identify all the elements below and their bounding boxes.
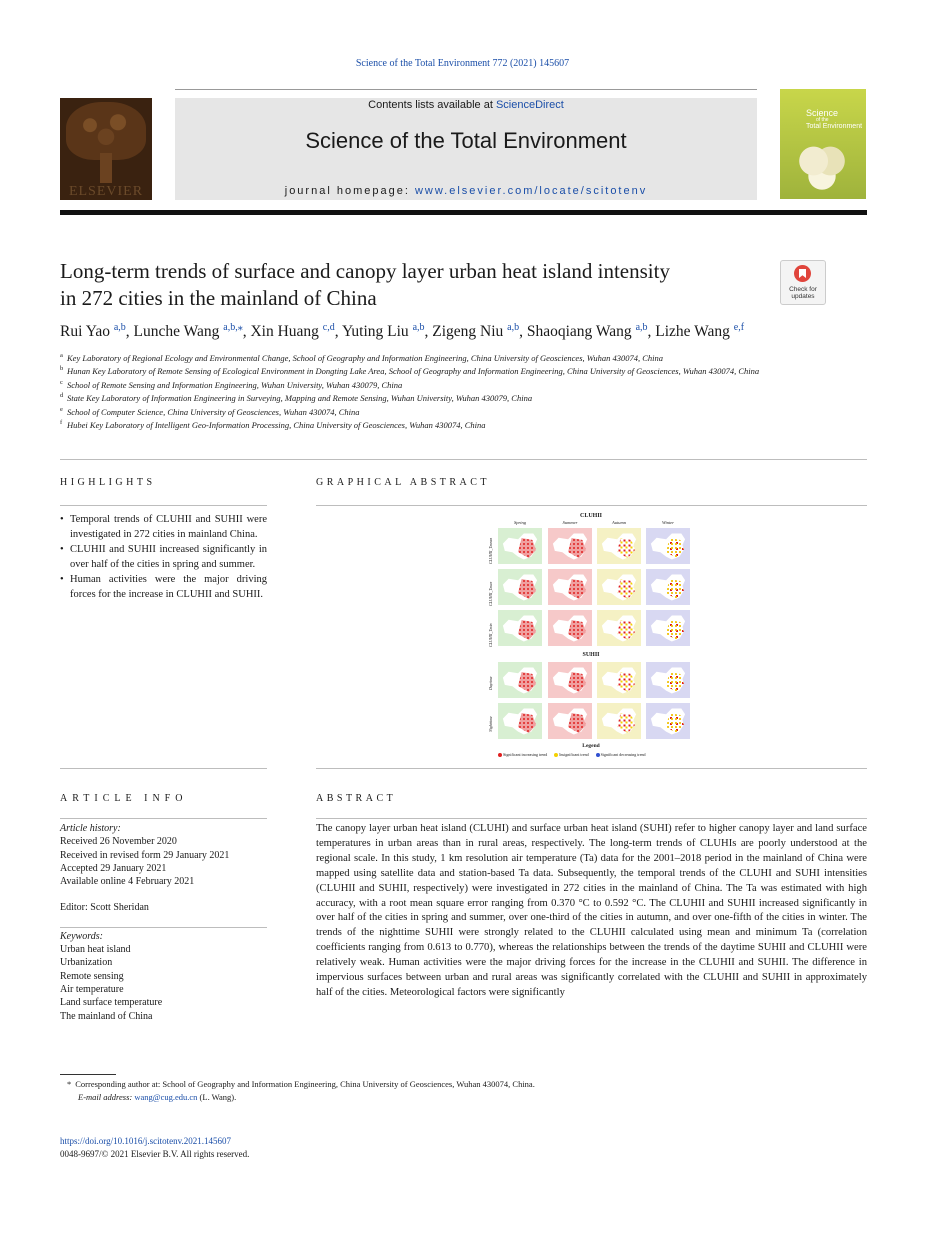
sciencedirect-link[interactable]: ScienceDirect xyxy=(495,99,564,111)
highlight-item: • Human activities were the major driving forces for the increase in CLUHII and SUHII. xyxy=(60,572,267,602)
cover-title-line: of the xyxy=(816,117,829,123)
section-divider xyxy=(60,459,867,460)
keyword-item[interactable]: Remote sensing xyxy=(60,970,124,982)
affiliation-text: Key Laboratory of Regional Ecology and Environmental Change, School of Geography and Information Engineering, China University of Geosciences, Wuhan 430074, China xyxy=(67,353,664,363)
history-item: Accepted 29 January 2021 xyxy=(60,862,167,874)
journal-name: Science of the Total Environment xyxy=(305,128,627,153)
history-item: Available online 4 February 2021 xyxy=(60,876,195,888)
doi-link[interactable]: https://doi.org/10.1016/j.scitotenv.2021.145607 xyxy=(60,1136,231,1146)
publisher-wordmark: ELSEVIER xyxy=(68,184,144,199)
cover-title-line: Total Environment xyxy=(806,123,863,130)
homepage-link[interactable]: www.elsevier.com/locate/scitotenv xyxy=(414,185,648,197)
author-affil-sup[interactable]: e,f xyxy=(733,322,745,333)
author-name[interactable]: Xin Huang xyxy=(250,323,319,341)
legend-title: Legend xyxy=(582,743,600,749)
affiliation-key: b xyxy=(60,365,64,373)
trend-map xyxy=(498,569,542,605)
trend-map xyxy=(548,703,592,739)
decrease-swatch-icon xyxy=(596,753,600,757)
author-affil-sup[interactable]: c,d xyxy=(322,322,335,333)
email-label: E-mail address: xyxy=(78,1092,133,1102)
article-info-panel xyxy=(60,822,267,1023)
abstract-heading: ABSTRACT xyxy=(316,793,397,804)
author-list: Rui Yao $^{a,b}$, Lunche Wang $^{a,b,⁎}$, Xin Huang $^{c,d}$, Yuting Liu $^{a,b}$, Zigeng Niu $^{a,b}$, Shaoqiang Wang $^{a,b}$, Lizhe Wang $^{e,f}$ xyxy=(60,322,745,341)
keyword-item[interactable]: Air temperature xyxy=(60,983,124,995)
check-for-updates-button[interactable] xyxy=(780,260,826,305)
trend-map xyxy=(646,528,690,564)
check-updates-label xyxy=(781,286,825,300)
season-header: Summer xyxy=(562,520,578,525)
row-label: CLUHII_Tmax xyxy=(488,581,493,606)
highlight-item: • CLUHII and SUHII increased significantly in over half of the cities in spring and summer. xyxy=(60,542,267,572)
footnote-rule xyxy=(60,1074,116,1075)
author-name[interactable]: Zigeng Niu xyxy=(432,323,504,341)
trend-map xyxy=(597,528,641,564)
homepage-prefix: journal homepage: xyxy=(284,185,415,197)
affiliation-item xyxy=(60,352,868,365)
graphical-abstract-heading: GRAPHICAL ABSTRACT xyxy=(316,477,491,488)
bookmark-badge-icon xyxy=(794,265,811,282)
trend-map xyxy=(498,662,542,698)
legend-label: Significant increasing trend xyxy=(503,752,548,757)
row-label: Nighttime xyxy=(488,716,493,732)
affiliation-key: d xyxy=(60,392,64,400)
corresponding-author-note: * Corresponding author at: School of Geography and Information Engineering, China University of Geosciences, Wuhan 430074, China. xyxy=(67,1079,535,1089)
affiliation-key: e xyxy=(60,405,63,413)
graphical-abstract-figure[interactable] xyxy=(486,512,696,762)
row-label: CLUHII_Tmean xyxy=(488,537,493,564)
trend-map xyxy=(597,662,641,698)
figure-legend xyxy=(498,752,652,757)
history-item: Received 26 November 2020 xyxy=(60,836,177,848)
trend-map xyxy=(548,528,592,564)
trend-map xyxy=(498,528,542,564)
affiliation-key: a xyxy=(60,352,63,359)
affiliation-key: c xyxy=(60,378,63,386)
cover-title-line: Science xyxy=(806,108,839,118)
email-note xyxy=(60,1091,868,1104)
highlight-item: • Temporal trends of CLUHII and SUHII were investigated in 272 cities in mainland China. xyxy=(60,512,267,542)
history-label: Article history: xyxy=(60,823,121,834)
highlights-rule xyxy=(60,505,267,506)
season-header: Spring xyxy=(513,520,526,525)
author-name[interactable]: Lizhe Wang xyxy=(655,323,730,341)
affiliation-text: Hubei Key Laboratory of Intelligent Geo-Information Processing, China University of Geosciences, Wuhan 430074, China xyxy=(67,420,486,431)
email-link[interactable]: wang@cug.edu.cn xyxy=(134,1092,198,1102)
keyword-item[interactable]: Land surface temperature xyxy=(60,997,163,1009)
contents-available-line xyxy=(175,99,757,111)
article-title xyxy=(60,258,750,312)
increase-swatch-icon xyxy=(498,753,502,757)
affiliation-list xyxy=(60,352,868,432)
trend-map xyxy=(597,703,641,739)
journal-citation-link[interactable]: Science of the Total Environment 772 (2021) 145607 xyxy=(355,58,570,69)
legend-label: Significant decreasing trend xyxy=(600,752,646,757)
affiliation-text: State Key Laboratory of Information Engineering in Surveying, Mapping and Remote Sensing, Wuhan University, Wuhan 430079, China xyxy=(67,393,533,404)
corresponding-text: Corresponding author at: School of Geography and Information Engineering, China University of Geosciences, Wuhan 430074, China. xyxy=(75,1079,535,1089)
insignificant-swatch-icon xyxy=(554,753,558,757)
check-updates-line: updates xyxy=(791,293,815,300)
article-title-line-2: in 272 cities in the mainland of China xyxy=(60,286,377,310)
editor-line: Editor: Scott Sheridan xyxy=(60,902,149,914)
legend-item xyxy=(498,752,547,757)
trend-map xyxy=(548,610,592,646)
keyword-item[interactable]: Urban heat island xyxy=(60,944,131,956)
season-header: Autumn xyxy=(612,520,626,525)
copyright-line: 0048-9697/© 2021 Elsevier B.V. All rights reserved. xyxy=(60,1149,250,1159)
trend-map xyxy=(548,569,592,605)
header-divider xyxy=(60,210,867,215)
trend-map xyxy=(498,610,542,646)
footnotes xyxy=(60,1078,868,1104)
trend-map xyxy=(646,703,690,739)
affiliation-item xyxy=(60,379,868,392)
abstract-body: The canopy layer urban heat island (CLUHI) and surface urban heat island (SUHI) refer to higher canopy layer and land surface temperatures in urban areas than in rural areas, respectively. The long-term trends of CLUHIs are poorly understood at the regional scale. In this study, 1 km resolution air temperature (Ta) data for the 2001–2018 period in the mainland of China were mapped using satellite data and station-based Ta data. Subsequently, the temporal trends of the CLUHI and SUHI intensities (CLUHII and SUHII, respectively) were investigated in 272 cities in the mainland of China. The Ta was estimated with high accuracy, with a root mean square error ranging from 0.370 °C to 0.592 °C. The CLUHII and SUHII increased significantly in over half of the cities in spring and summer, over one-third of the cities in autumn, and over one-fifth of the cities in winter. The trends of the nighttime SUHII were strongly related to the CLUHII calculated using mean and minimum Ta (correlation coefficients ranging from 0.613 to 0.770), whereas the relationships between the trends of the daytime SUHII and CLUHII were relatively weak. Human activities were the major driving forces for the increase in the CLUHII and SUHII. The difference in impervious surfaces between urban and rural areas was significantly correlated with the CLUHII and SUHII in approximately half of the cities. Meteorological factors were significantly xyxy=(316,823,867,998)
author-affil-sup[interactable]: a,b xyxy=(635,322,648,333)
graphical-abstract-rule xyxy=(316,505,867,506)
author-affil-sup[interactable]: a,b xyxy=(507,322,520,333)
trend-map xyxy=(498,703,542,739)
elsevier-tree-logo xyxy=(60,98,152,200)
abstract-rule xyxy=(316,818,867,819)
trend-map xyxy=(646,662,690,698)
season-header: Winter xyxy=(662,520,674,525)
section-divider xyxy=(316,768,867,769)
author-name[interactable]: Yuting Liu xyxy=(341,323,409,341)
legend-item xyxy=(596,752,646,757)
affiliation-text: School of Computer Science, China University of Geosciences, Wuhan 430074, China xyxy=(67,406,360,417)
article-title-line-1: Long-term trends of surface and canopy layer urban heat island intensity xyxy=(60,259,670,283)
trend-map xyxy=(597,610,641,646)
figure-cluhii-label: CLUHII xyxy=(579,513,602,519)
author-name[interactable]: Lunche Wang xyxy=(133,323,220,341)
keyword-item[interactable]: Urbanization xyxy=(60,957,113,969)
trend-map xyxy=(646,610,690,646)
doi-block xyxy=(60,1135,560,1161)
row-label: Daytime xyxy=(488,676,493,690)
cover-artwork xyxy=(794,141,850,191)
trend-map xyxy=(597,569,641,605)
contents-prefix: Contents lists available at xyxy=(368,99,496,111)
affiliation-item xyxy=(60,365,868,378)
article-info-rule xyxy=(60,818,267,819)
affiliation-key: f xyxy=(60,419,63,427)
highlights-heading: HIGHLIGHTS xyxy=(60,477,156,488)
legend-item xyxy=(554,752,588,757)
email-suffix: (L. Wang). xyxy=(199,1092,237,1102)
check-updates-line: Check for xyxy=(789,286,817,293)
author-affil-sup[interactable]: a,b xyxy=(113,322,126,333)
affiliation-item xyxy=(60,406,868,419)
keyword-item[interactable]: The mainland of China xyxy=(60,1010,153,1022)
affiliation-item xyxy=(60,419,868,432)
affiliation-item xyxy=(60,392,868,405)
legend-label: Insignificant trend xyxy=(559,752,589,757)
row-label: CLUHII_Tmin xyxy=(488,623,493,647)
cover-title xyxy=(806,109,862,130)
journal-homepage-line xyxy=(175,185,757,197)
keywords-label: Keywords: xyxy=(60,927,267,943)
journal-cover-thumbnail[interactable] xyxy=(780,89,866,199)
author-name[interactable]: Rui Yao xyxy=(60,323,110,341)
masthead-top-rule xyxy=(175,89,757,90)
section-divider xyxy=(60,768,267,769)
trend-map xyxy=(646,569,690,605)
affiliation-text: Hunan Key Laboratory of Remote Sensing of Ecological Environment in Dongting Lake Area, School of Geography and Information Engineering, China University of Geosciences, Wuhan 430074, China xyxy=(67,366,760,377)
highlights-list xyxy=(60,512,267,602)
article-info-heading: ARTICLE INFO xyxy=(60,793,188,804)
trend-map xyxy=(548,662,592,698)
author-affil-sup[interactable]: a,b xyxy=(412,322,425,333)
author-affil-sup[interactable]: a,b,⁎ xyxy=(223,322,243,333)
history-item: Received in revised form 29 January 2021 xyxy=(60,849,230,861)
figure-suhii-label: SUHII xyxy=(582,652,600,658)
author-name[interactable]: Shaoqiang Wang xyxy=(526,323,632,341)
affiliation-text: School of Remote Sensing and Information Engineering, Wuhan University, Wuhan 430079, China xyxy=(67,379,403,390)
